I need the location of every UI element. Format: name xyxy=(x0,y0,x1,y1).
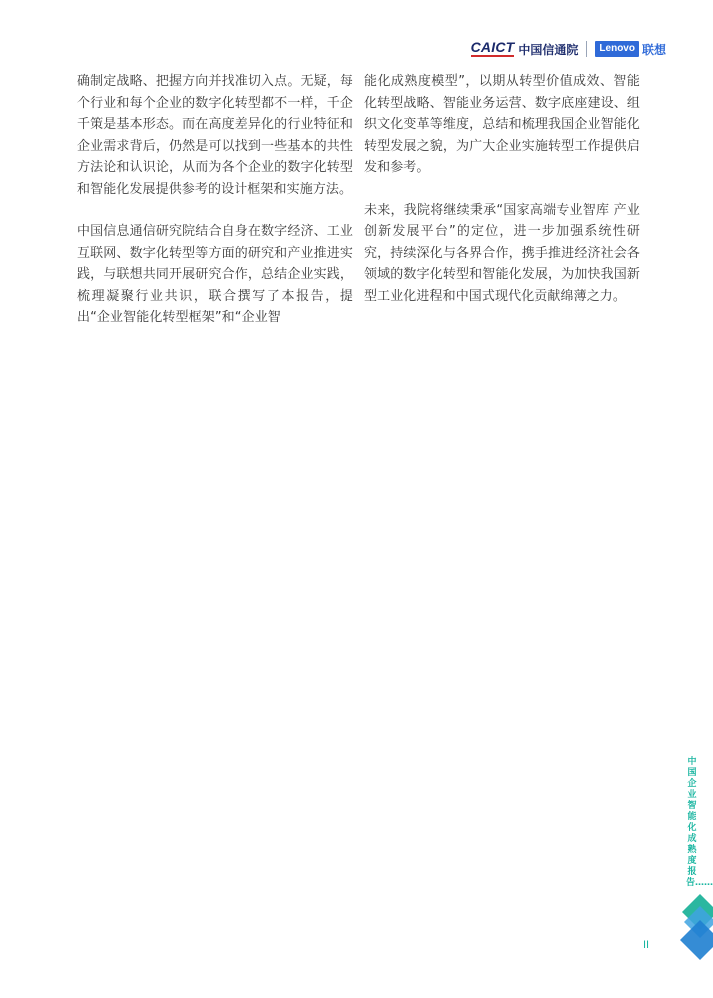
caict-logo: CAICT xyxy=(470,39,515,55)
corner-decoration-icon xyxy=(670,890,710,980)
page-number: II xyxy=(643,939,650,951)
header-divider xyxy=(586,41,587,57)
caict-name: 中国信通院 xyxy=(518,42,579,57)
side-report-title: 中国企业智能化成熟度报告…… xyxy=(686,757,713,888)
page-header xyxy=(471,38,666,60)
lenovo-logo: Lenovo xyxy=(595,41,639,57)
right-column xyxy=(364,71,640,328)
paragraph-left-2: 中国信息通信研究院结合自身在数字经济、工业互联网、数字化转型等方面的研究和产业推进实践，与联想共同开展研究合作，总结企业实践，梳理凝聚行业共识，联合撰写了本报告，提出“企业智能化转型框架”和“企业智 xyxy=(77,224,353,325)
paragraph-right-2: 未来，我院将继续秉承“国家高端专业智库 产业创新发展平台”的定位，进一步加强系统性研究，持续深化与各界合作，携手推进经济社会各领域的数字化转型和智能化发展，为加快我国新型工业化进程和中国式现代化贡献绵薄之力。 xyxy=(364,202,640,304)
paragraph-left-1: 确制定战略、把握方向并找准切入点。无疑，每个行业和每个企业的数字化转型都不一样，千企千策是基本形态。而在高度差异化的行业特征和企业需求背后，仍然是可以找到一些基本的共性方法论和认识论，从而为各个企业的数字化转型和智能化发展提供参考的设计框架和实施方法。 xyxy=(77,74,353,197)
lenovo-name: 联想 xyxy=(641,42,666,57)
paragraph-right-1: 能化成熟度模型”，以期从转型价值成效、智能化转型战略、智能业务运营、数字底座建设、组织文化变革等维度，总结和梳理我国企业智能化转型发展之貌，为广大企业实施转型工作提供启发和参考。 xyxy=(364,74,640,175)
left-column xyxy=(77,71,353,350)
